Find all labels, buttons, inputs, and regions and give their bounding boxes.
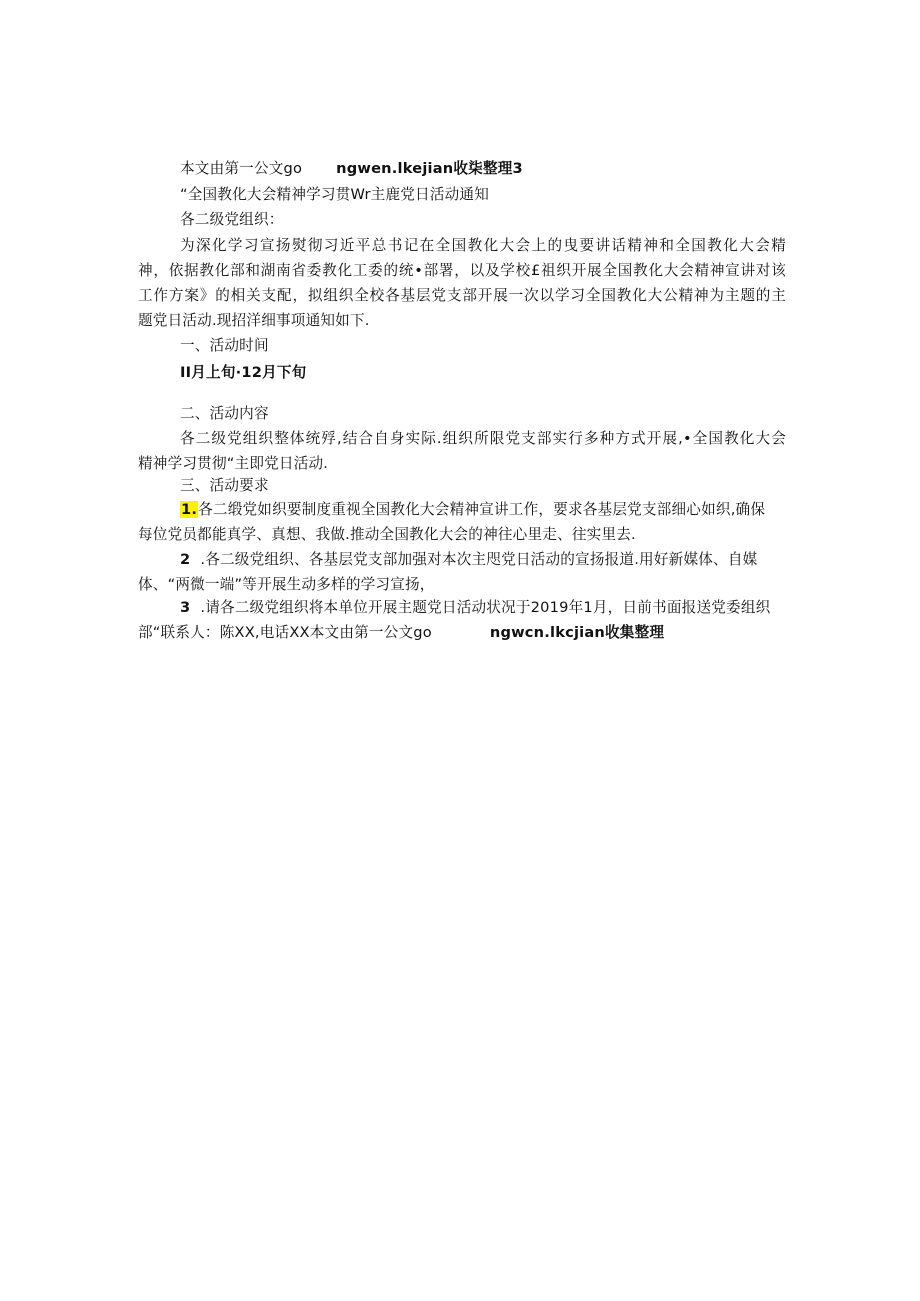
- intro-line-3: 工作方案》的相关支配，拟组织全校各基层党支部开展一次以学习全国教化大公精神为主题的主: [138, 287, 786, 304]
- source-note: [180, 158, 786, 180]
- intro-line-2: 神，依据教化部和湖南省委教化工委的统•部署，以及学校£祖织开展全国教化大会精神宣讲对该: [138, 262, 786, 279]
- requirement-3-line-1: [180, 597, 786, 619]
- requirement-3-text: .请各二级党组织将本单位开展主题党日活动状况于2019年1月，日前书面报送党委组织: [200, 599, 771, 616]
- section1-time: II月上旬·12月下旬: [180, 364, 307, 381]
- requirement-2-number: 2: [180, 551, 191, 568]
- requirement-1-line-1: [180, 499, 786, 521]
- requirement-2-line-2: 体、“两微一端”等开展生动多样的学习宣扬，: [138, 576, 435, 593]
- intro-line-4: 题党日活动.现招洋细事项通知如下.: [138, 312, 370, 329]
- requirement-3-contact: 部“联系人：陈XX,电话XX本文由第一公文go: [138, 624, 432, 641]
- requirement-1-number: 1.: [181, 501, 198, 518]
- salutation: 各二级党组织：: [180, 211, 284, 228]
- source-note-part1: 本文由第一公文go: [180, 160, 303, 177]
- source-note-part2: ngwen.lkejian收柒整理3: [336, 160, 523, 177]
- requirement-1-text: 各二缎党如织要制度重视全国教化大会精神宣讲工作，要求各基层党支部细心如织,确保: [198, 501, 766, 518]
- section2-heading: 二、活动内容: [180, 405, 269, 422]
- requirement-3-line-2: [138, 622, 786, 644]
- section3-heading: 三、活动要求: [180, 477, 269, 494]
- intro-line-1: 为深化学习宣扬熨彻习近平总书记在全国教化大会上的曳要讲话精神和全国教化大会精: [180, 237, 786, 254]
- section2-body-line-2: 精神学习贯彻“主即党日活动.: [138, 455, 329, 472]
- requirement-2-text: .各二级党组织、各基层党支部加强对本次主咫党日活动的宣扬报道.用好新媒体、自媒: [200, 551, 758, 568]
- section1-heading: 一、活动时间: [180, 337, 269, 354]
- requirement-3-number: 3: [180, 599, 191, 616]
- requirement-2-line-1: [180, 549, 786, 571]
- requirement-3-source: ngwcn.lkcjian收集整理: [489, 624, 665, 641]
- section2-body-line-1: 各二级党组织整体统殍,结合自身实际.组织所限党支部实行多种方式开展,•全国教化大会: [180, 430, 786, 447]
- requirement-1-line-2: 每位党员都能真学、真想、我做.推动全国教化大会的神往心里走、往实里去.: [138, 526, 636, 543]
- document-title: “全国教化大会精神学习贯Wr主鹿党日活动通知: [180, 186, 490, 203]
